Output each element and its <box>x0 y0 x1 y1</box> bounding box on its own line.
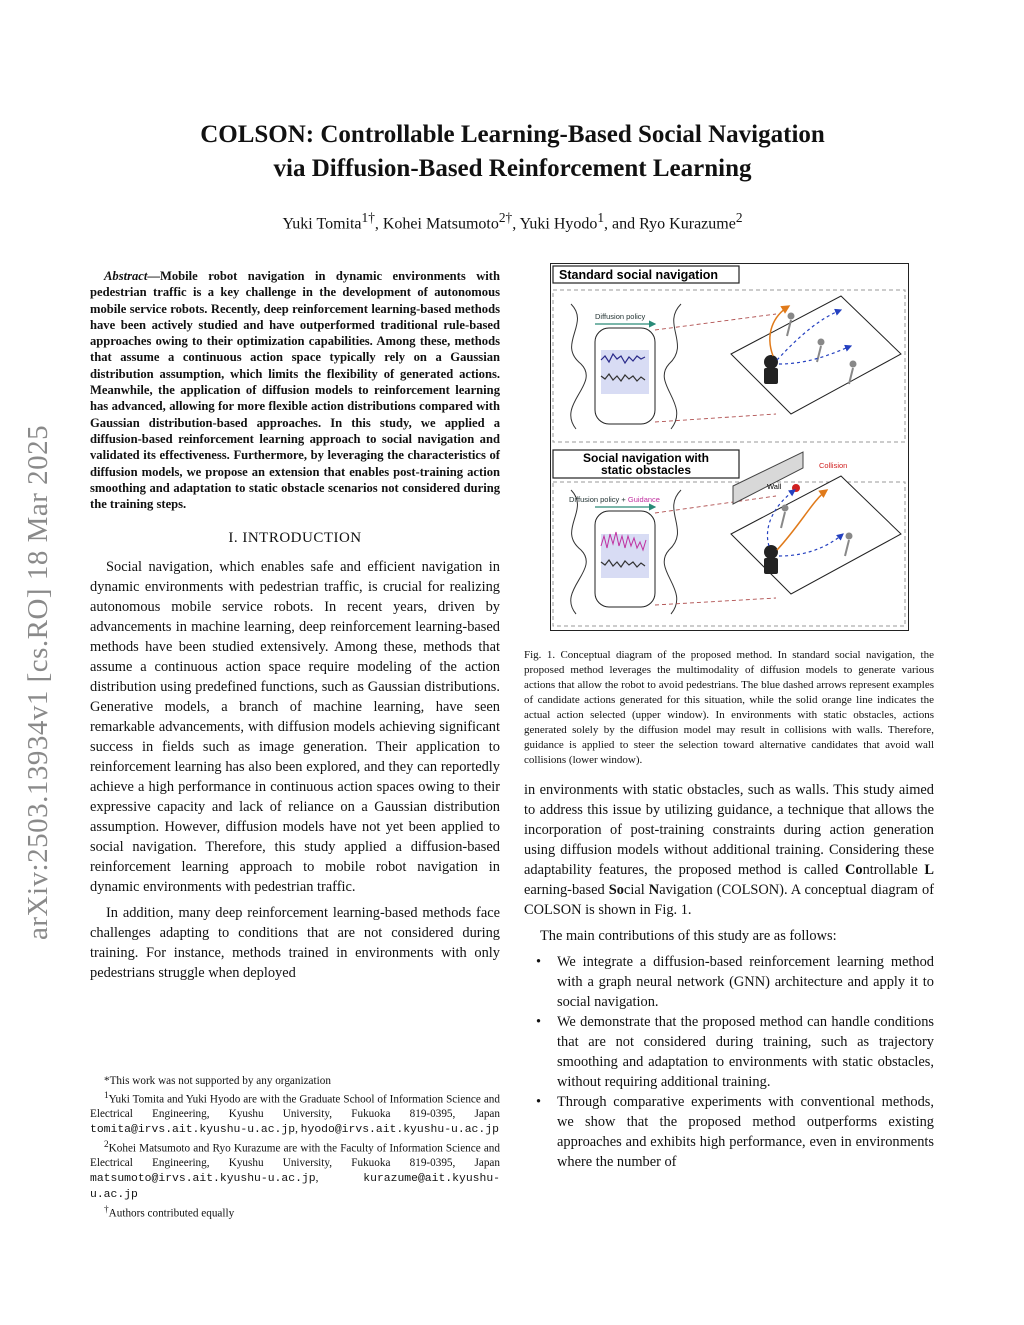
email-tomita[interactable]: tomita@irvs.ait.kyushu-u.ac.jp <box>90 1124 296 1137</box>
pedestrian-icon <box>782 505 789 512</box>
figure-1-caption: Fig. 1. Conceptual diagram of the proposed method. In standard social navigation, the proposed method leverages the multimodality of diffusion models to generate various actions that allow the robot to avoid pedestrians. The blue dashed arrows represent examples of candidate actions generated for this situation, while the solid orange line indicates the actual action selected (upper window). In environments with static obstacles, actions generated solely by the diffusion model may result in collisions with walls. Therefore, guidance is applied to steer the selection toward alternative candidates that avoid wall collisions (lower window). <box>524 649 934 766</box>
paper-title <box>90 118 935 186</box>
collision-label: Collision <box>819 461 848 470</box>
footnote-funding: *This work was not supported by any organization <box>104 1075 331 1087</box>
wall-shape <box>733 452 803 504</box>
author-1-affil: 1† <box>361 210 375 225</box>
robot-icon <box>764 355 778 369</box>
bullet-mark: • <box>536 1014 542 1030</box>
footnote-1-text: Yuki Tomita and Yuki Hyodo are with the Graduate School of Information Science and Electrical Engineering, Kyushu University, Fukuoka 819-0395, Japan <box>90 1093 500 1121</box>
contributions-list <box>524 952 934 1172</box>
author-2: , Kohei Matsumoto <box>374 215 499 233</box>
author-4-affil: 2 <box>735 210 743 225</box>
panel-static-obstacles <box>553 450 905 626</box>
right-column <box>524 648 934 1172</box>
right-paragraph-1: in environments with static obstacles, such as walls. This study aimed to address this issue by utilizing guidance, a technique that allows the incorporation of post-training constraints during action generation using diffusion models without additional training. Considering these adaptability features, the proposed method is called Controllable L earning-based Social Navigation (COLSON). A conceptual diagram of COLSON is shown in Fig. 1. <box>524 782 935 918</box>
author-4: , and Ryo Kurazume <box>604 215 736 233</box>
arxiv-identifier: arXiv:2503.13934v1 [cs.RO] 18 Mar 2025 <box>22 424 54 940</box>
footnote-affiliation-1: $^1$Yuki Tomita and Yuki Hyodo are with the Graduate School of Information Science and Electrical Engineering, Kyushu University, Fukuoka 819-0395, Japan tomita@irvs.ait.kyushu-u.ac.jp, hyodo@irvs.ait.kyushu-u.ac.jp <box>90 1090 500 1137</box>
panel-standard-navigation <box>553 266 905 442</box>
author-2-affil: 2† <box>498 210 513 225</box>
pedestrian-icon <box>850 361 857 368</box>
footnotes <box>90 1074 500 1221</box>
author-list <box>90 210 935 233</box>
figure-1-diagram <box>551 264 908 630</box>
intro-paragraph-2: In addition, many deep reinforcement learning-based methods face challenges adapting to conditions that are not considered during training. For instance, methods trained in environments with only pedestrians struggle when deployed <box>90 905 500 982</box>
wall-label: Wall <box>767 482 782 491</box>
footnote-1-mark: 1 <box>104 1090 109 1101</box>
footnote-equal-contribution <box>90 1203 500 1222</box>
abstract-label: Abstract <box>104 269 148 283</box>
footnote-3-text: Authors contributed equally <box>108 1207 235 1220</box>
footnote-3-mark: † <box>104 1204 109 1215</box>
list-item: • We demonstrate that the proposed method can handle conditions that are not considered during training, such as trajectory smoothing and adaptation to environments with static obstacles, without requiring additional training. <box>536 1014 934 1090</box>
panel-2-title-line-2: static obstacles <box>600 463 692 477</box>
panel-2-policy-label: Diffusion policy + Guidance <box>569 495 660 504</box>
title-line-1: COLSON: Controllable Learning-Based Social Navigation <box>200 121 825 148</box>
pedestrian-icon <box>818 339 825 346</box>
robot-icon <box>764 545 778 559</box>
footnote-affiliation-2: $^2$Kohei Matsumoto and Ryo Kurazume are with the Faculty of Information Science and Electrical Engineering, Kyushu University, Fukuoka 819-0395, Japan matsumoto@irvs.ait.kyushu-u.ac.jp, kurazume@ait.kyushu-u.ac.jp <box>90 1139 500 1202</box>
email-kurazume[interactable]: kurazume@ait.kyushu-u.ac.jp <box>90 1173 500 1202</box>
panel-2-title-line-1: Social navigation with <box>582 451 710 465</box>
collision-icon <box>792 484 800 492</box>
list-item: • Through comparative experiments with conventional methods, we show that the proposed method outperforms existing approaches and exhibits high performance, even in environments where the number of <box>536 1094 934 1170</box>
intro-paragraph-1: Social navigation, which enables safe and efficient navigation in dynamic environments with pedestrian traffic, is crucial for realizing autonomous mobile service robots. In recent years, driven by advancements in machine learning, deep reinforcement learning-based methods have been studied extensively. Among these, methods that assume a continuous action space require modeling of the action distribution using predefined functions, such as Gaussian distributions. Generative models, a branch of machine learning, have seen remarkable advancements, with diffusion models achieving significant success in fields such as image generation. Their application to reinforcement learning has also been explored, and they can reportedly achieve a high performance in continuous action spaces owing to their expressive capacity and lack of reliance on a Gaussian distribution assumption. However, diffusion models have not yet been applied to social navigation. Therefore, this study applied a diffusion-based reinforcement learning approach to mobile robot navigation in dynamic environments with pedestrian traffic. <box>90 559 500 896</box>
title-line-2: via Diffusion-Based Reinforcement Learning <box>273 155 752 182</box>
footnote-2-text: Kohei Matsumoto and Ryo Kurazume are with the Faculty of Information Science and Electrical Engineering, Kyushu University, Fukuoka 819-0395, Japan <box>90 1142 500 1170</box>
right-paragraph-2: The main contributions of this study are as follows: <box>540 928 837 944</box>
email-hyodo[interactable]: hyodo@irvs.ait.kyushu-u.ac.jp <box>300 1124 499 1137</box>
bullet-mark: • <box>536 954 542 970</box>
panel-1-title: Standard social navigation <box>559 268 719 282</box>
pedestrian-icon <box>846 533 853 540</box>
panel-1-policy-label: Diffusion policy <box>595 312 646 321</box>
pedestrian-icon <box>788 313 795 320</box>
figure-1 <box>550 263 909 631</box>
left-column <box>90 268 500 983</box>
abstract <box>90 268 500 512</box>
bullet-mark: • <box>536 1094 542 1110</box>
list-item: • We integrate a diffusion-based reinforcement learning method with a graph neural network (GNN) architecture and apply it to social navigation. <box>536 954 934 1010</box>
email-matsumoto[interactable]: matsumoto@irvs.ait.kyushu-u.ac.jp <box>90 1173 316 1186</box>
panel-1-noise-field <box>601 350 649 394</box>
author-1: Yuki Tomita <box>282 215 362 233</box>
author-3-affil: 1 <box>597 210 605 225</box>
abstract-text: Mobile robot navigation in dynamic environments with pedestrian traffic is a key challenge in the development of autonomous mobile service robots. Recently, deep reinforcement learning-based methods have been actively studied and have outperformed traditional rule-based approaches owing to their optimization capabilities. Among these, methods that assume a continuous action space typically rely on a Gaussian distribution assumption, which limits the flexibility of generated actions. Meanwhile, the application of diffusion models to reinforcement learning has advanced, allowing for more flexible action distributions compared with Gaussian distribution-based approaches. In this study, we applied a diffusion-based reinforcement learning approach to social navigation and validated its effectiveness. Furthermore, by leveraging the characteristics of diffusion models, we propose an extension that enables post-training action smoothing and adaptation to static obstacle scenarios not considered during the training steps. <box>90 269 500 512</box>
footnote-2-mark: 2 <box>104 1139 109 1150</box>
abstract-dash: — <box>147 269 160 283</box>
section-heading-introduction: I. INTRODUCTION <box>228 530 362 547</box>
author-3: , Yuki Hyodo <box>512 215 598 233</box>
